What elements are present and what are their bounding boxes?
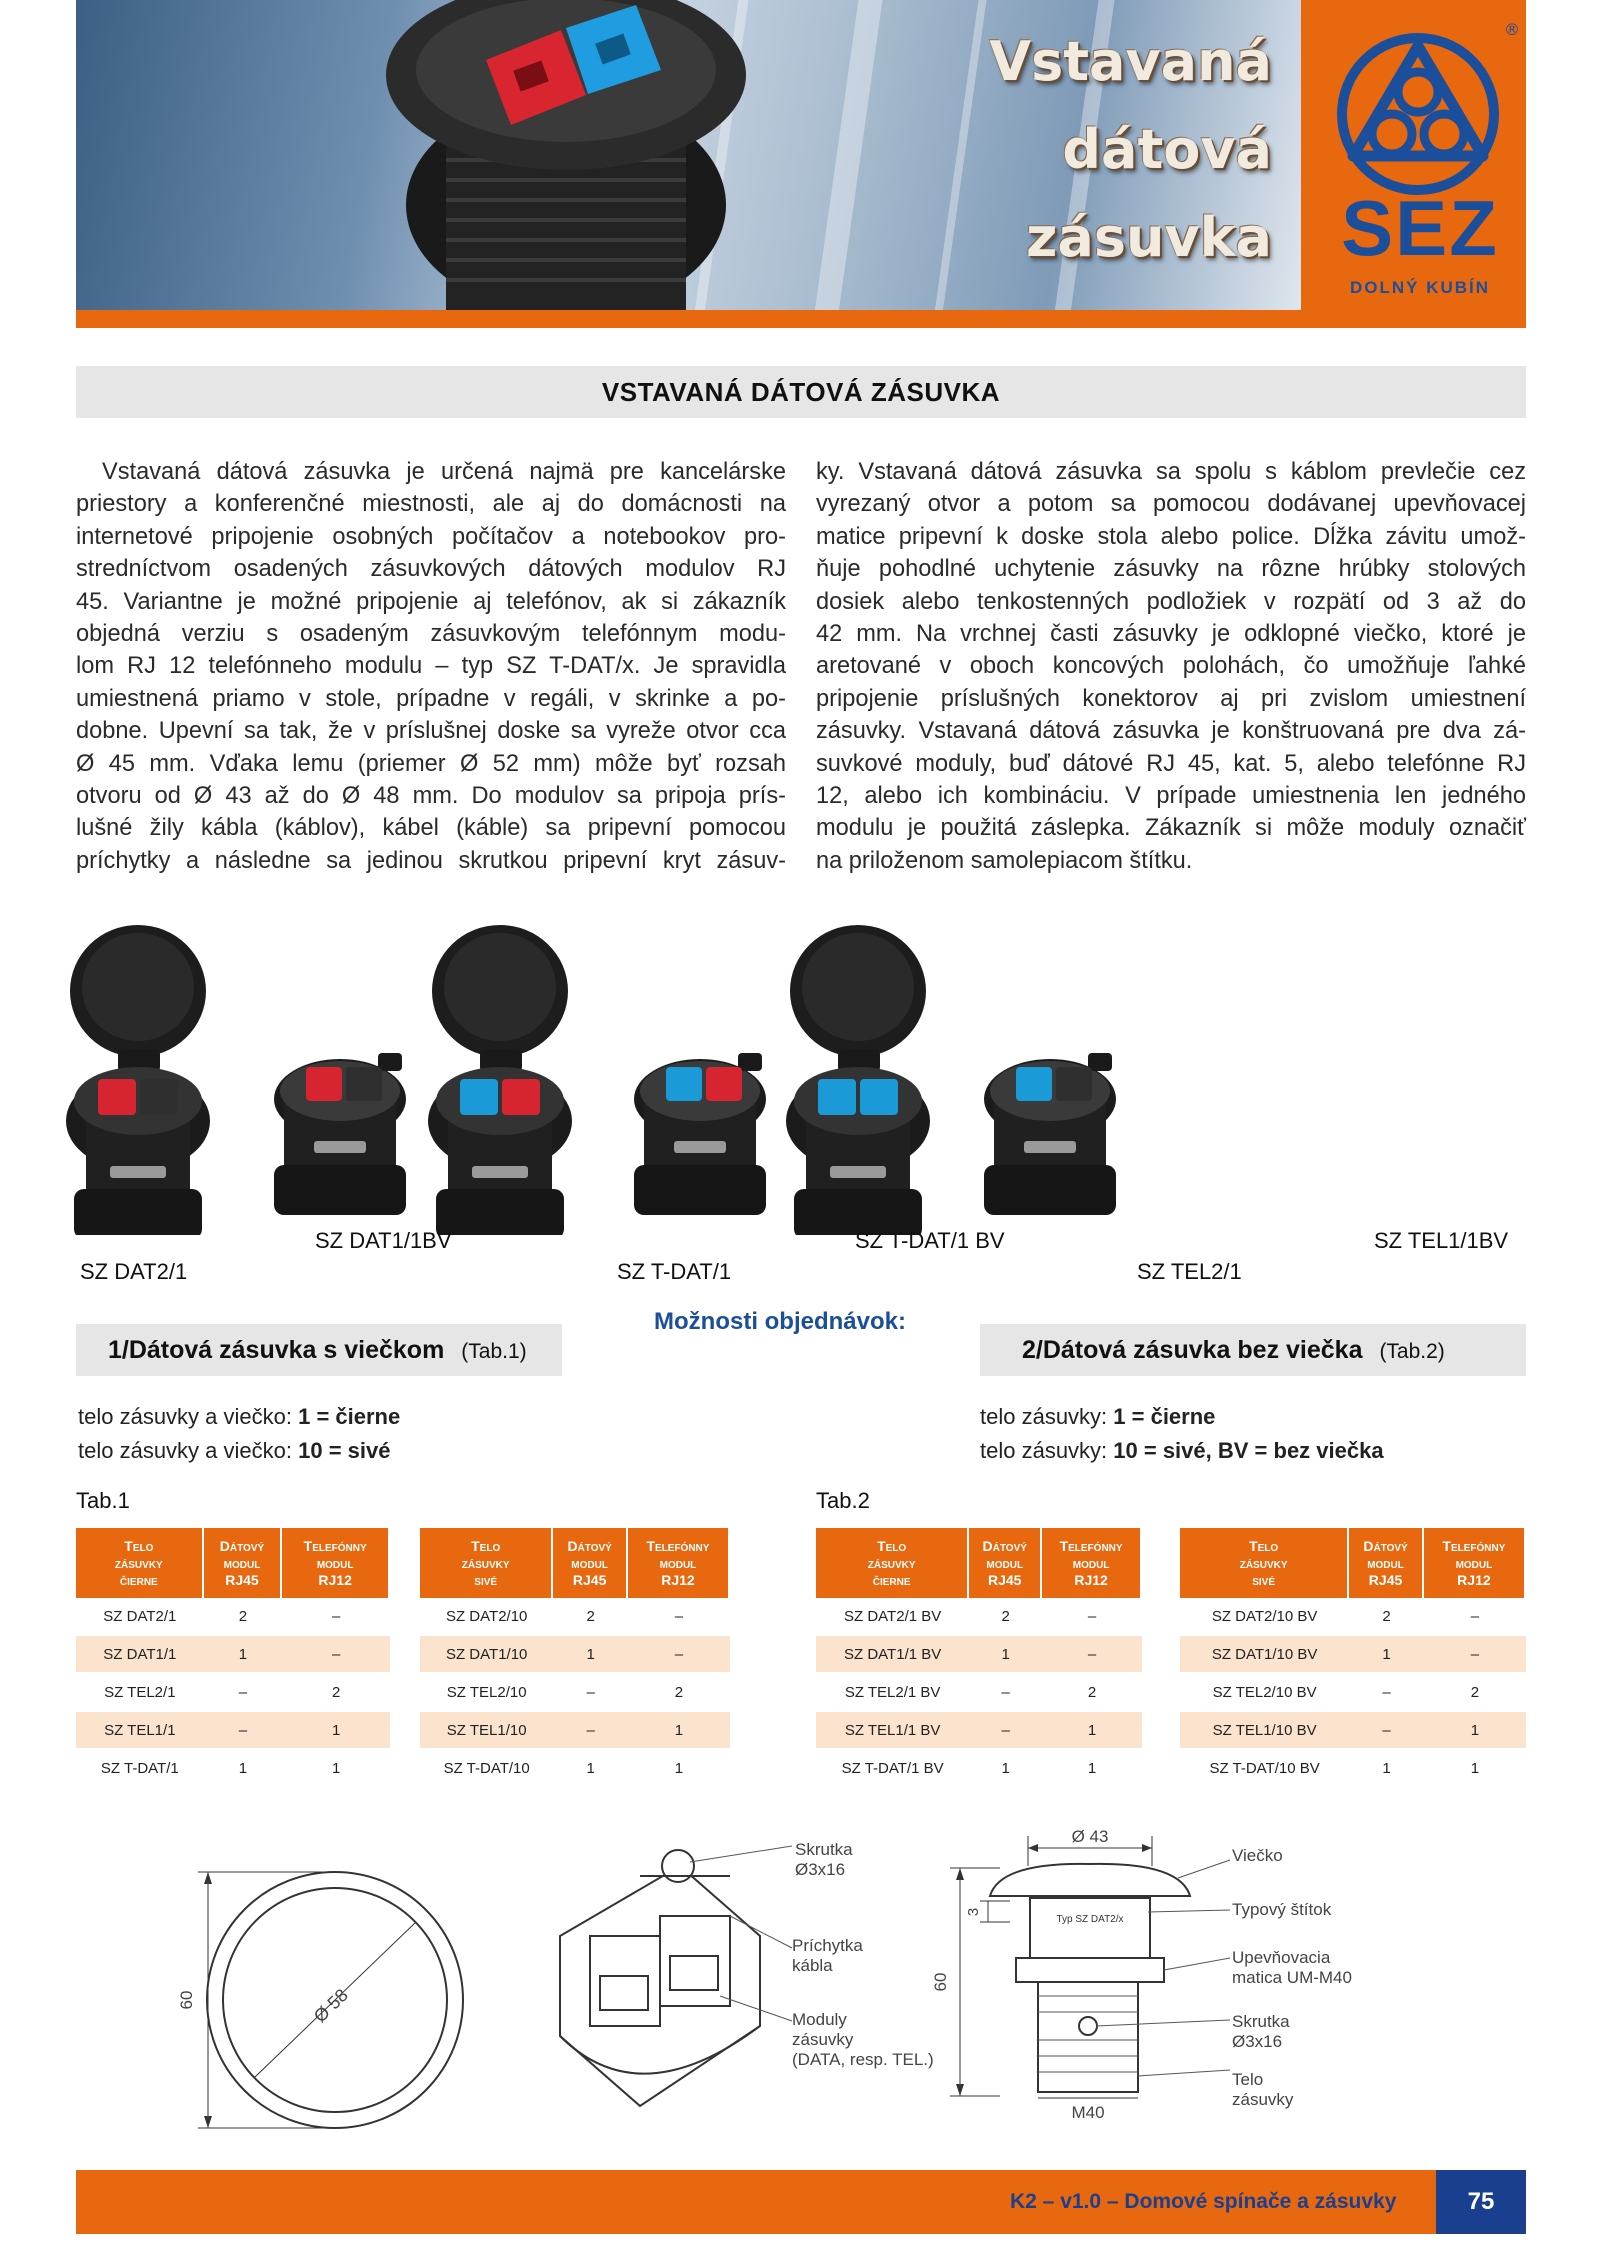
table-row [420, 1750, 730, 1788]
product-code-cell: SZ T-DAT/10 BV [1180, 1750, 1349, 1788]
options-title: Možnosti objednávok: [654, 1308, 906, 1335]
table-row [76, 1598, 390, 1636]
section-title: VSTAVANÁ DÁTOVÁ ZÁSUVKA [76, 366, 1526, 418]
table-row [76, 1712, 390, 1750]
table-row [1180, 1712, 1526, 1750]
text-line: 45. Variantne je možné pripojenie aj telefónov, ak si zákazník [76, 588, 786, 615]
module-count-cell: – [1042, 1636, 1142, 1674]
sez-logo [1318, 16, 1522, 306]
drawing-ring [170, 1850, 490, 2150]
product-photos [60, 905, 1540, 1235]
text-line: suvkové moduly, buď dátové RJ 45, kat. 5, alebo telefónne RJ [816, 750, 1526, 777]
table-row [76, 1636, 390, 1674]
text-line: ky. Vstavaná dátová zásuvka sa spolu s káblom prevlečie cez [816, 459, 1526, 485]
module-count-cell: 1 [1424, 1750, 1526, 1788]
module-count-cell: 2 [628, 1674, 730, 1712]
text-line: na priloženom samolepiacom štítku. [816, 847, 1193, 874]
option-box-without-lid [980, 1324, 1526, 1376]
option-line: telo zásuvky: 1 = čierne [980, 1404, 1216, 1429]
spec-table [816, 1528, 1142, 1788]
module-count-cell: 2 [282, 1674, 390, 1712]
product-image-sz-t-dat-1-bv [634, 1053, 766, 1215]
option-line: telo zásuvky a viečko: 1 = čierne [78, 1404, 401, 1429]
module-count-cell: 2 [1349, 1598, 1424, 1636]
drawing-assembly [530, 1826, 810, 2126]
logo-subtext: DOLNÝ KUBÍN [1349, 278, 1491, 297]
module-count-cell: – [553, 1712, 628, 1750]
table-header: Telefónny modul RJ12 [282, 1528, 390, 1598]
text-line: 12, alebo ich kombináciu. V prípade umiestnenia len jedného [816, 782, 1526, 809]
text-line: zásuvky. Vstavaná dátová zásuvka je konštruovaná pre dva zá- [816, 718, 1526, 745]
product-label-sz-t-dat-1: SZ T-DAT/1 [617, 1259, 732, 1284]
module-count-cell: 1 [1349, 1636, 1424, 1674]
table-header: Telo zásuvky sivé [420, 1528, 553, 1598]
module-count-cell: 1 [553, 1750, 628, 1788]
module-count-cell: – [969, 1674, 1042, 1712]
product-label-sz-dat1-1bv: SZ DAT1/1BV [315, 1228, 452, 1253]
text-line: aretované v oboch koncových polohách, čo umožňuje ľahké [816, 653, 1526, 680]
module-count-cell: 1 [204, 1750, 283, 1788]
product-code-cell: SZ TEL2/10 BV [1180, 1674, 1349, 1712]
product-code-cell: SZ TEL1/10 [420, 1712, 553, 1750]
table-row [816, 1712, 1142, 1750]
tab2-label: Tab.2 [816, 1488, 870, 1513]
module-count-cell: – [204, 1712, 283, 1750]
table-header: Dátový modul RJ45 [553, 1528, 628, 1598]
table-row [420, 1712, 730, 1750]
table-row [420, 1636, 730, 1674]
table-row [816, 1674, 1142, 1712]
option-box-without-lid-title: 2/Dátová zásuvka bez viečka [1022, 1336, 1363, 1364]
table-header: Dátový modul RJ45 [204, 1528, 283, 1598]
table-row [420, 1674, 730, 1712]
module-count-cell: – [969, 1712, 1042, 1750]
module-count-cell: – [628, 1636, 730, 1674]
option-box-with-lid-title: 1/Dátová zásuvka s viečkom [108, 1336, 445, 1364]
table-header: Telo zásuvky čierne [76, 1528, 204, 1598]
table-row [816, 1636, 1142, 1674]
dim-flange: 3 [965, 1907, 982, 1917]
product-code-cell: SZ TEL1/10 BV [1180, 1712, 1349, 1750]
label-nut: Upevňovacia matica UM-M40 [1232, 1948, 1352, 1987]
text-line: dosiek alebo tenkostenných podložiek v rozpätí od 3 až do [816, 588, 1526, 615]
spec-table [420, 1528, 730, 1788]
product-code-cell: SZ TEL2/1 [76, 1674, 204, 1712]
tab1-label: Tab.1 [76, 1488, 130, 1513]
text-line: ňuje pohodlné uchytenie zásuvky na rôzne hrúbky stolových [816, 556, 1526, 583]
footer-text: K2 – v1.0 – Domové spínače a zásuvky [1010, 2190, 1397, 2213]
module-count-cell: 1 [204, 1636, 283, 1674]
text-line: stredníctvom osadených zásuvkových dátových modulov RJ [76, 556, 786, 583]
text-line: pripojenie príslušných konektorov aj pri zvislom umiestnení [816, 685, 1526, 712]
module-count-cell: – [553, 1674, 628, 1712]
header-socket-image [336, 0, 796, 310]
sez-logo-icon [1318, 16, 1522, 196]
module-count-cell: 2 [204, 1598, 283, 1636]
product-code-cell: SZ DAT1/10 BV [1180, 1636, 1349, 1674]
module-count-cell: – [282, 1636, 390, 1674]
module-count-cell: – [1349, 1712, 1424, 1750]
text-line: príchytky a následne sa jedinou skrutkou pripevní kryt zásuv- [76, 847, 786, 874]
product-image-sz-dat1-1bv [274, 1053, 406, 1215]
product-code-cell: SZ TEL2/10 [420, 1674, 553, 1712]
module-count-cell: – [1349, 1674, 1424, 1712]
text-line: lom RJ 12 telefónneho modulu – typ SZ T-DAT/x. Je spravidla [76, 653, 786, 680]
drawing-side-view [920, 1826, 1250, 2126]
module-count-cell: 1 [1349, 1750, 1424, 1788]
product-code-cell: SZ DAT2/1 BV [816, 1598, 969, 1636]
label-screw: Skrutka Ø3x16 [795, 1840, 853, 1879]
option-line: telo zásuvky: 10 = sivé, BV = bez viečka [980, 1438, 1384, 1463]
label-cable-clip: Príchytka kábla [792, 1936, 863, 1975]
product-code-cell: SZ DAT2/10 BV [1180, 1598, 1349, 1636]
module-count-cell: – [282, 1598, 390, 1636]
module-count-cell: – [1424, 1636, 1526, 1674]
logo-text: SEZ [1341, 184, 1499, 272]
module-count-cell: 2 [969, 1598, 1042, 1636]
dim-height: 60 [931, 1972, 950, 1992]
table-header: Telo zásuvky čierne [816, 1528, 969, 1598]
text-line: priestory a konferenčné miestnosti, ale aj do domácnosti na [76, 491, 786, 518]
table-row [76, 1674, 390, 1712]
module-count-cell: – [1424, 1598, 1526, 1636]
module-count-cell: – [628, 1598, 730, 1636]
module-count-cell: 1 [282, 1750, 390, 1788]
table-row [816, 1750, 1142, 1788]
module-count-cell: 2 [1424, 1674, 1526, 1712]
text-line: Ø 45 mm. Vďaka lemu (priemer Ø 52 mm) môže byť rozsah [76, 750, 786, 777]
header-title [880, 22, 1280, 292]
table-row [420, 1598, 730, 1636]
text-line: dobne. Upevní sa tak, že v príslušnej doske sa vyreže otvor cca [76, 718, 786, 745]
product-code-cell: SZ T-DAT/1 BV [816, 1750, 969, 1788]
product-image-sz-t-dat-1 [428, 925, 572, 1235]
module-count-cell: – [1042, 1598, 1142, 1636]
registered-mark: ® [1504, 20, 1520, 39]
dim-height: 60 [177, 1990, 196, 2010]
module-count-cell: 1 [282, 1712, 390, 1750]
table-row [1180, 1750, 1526, 1788]
text-line: otvoru od Ø 43 až do Ø 48 mm. Do modulov sa pripoja prís- [76, 782, 786, 809]
product-code-cell: SZ TEL1/1 BV [816, 1712, 969, 1750]
option-line: telo zásuvky a viečko: 10 = sivé [78, 1438, 391, 1463]
table-row [1180, 1636, 1526, 1674]
product-code-cell: SZ DAT1/10 [420, 1636, 553, 1674]
plate-text: Typ SZ DAT2/x [1056, 1914, 1124, 1925]
text-line: objedná verziu s osadeným zásuvkovým telefónnym modu- [76, 620, 786, 647]
product-label-sz-tel1-1bv: SZ TEL1/1BV [1374, 1228, 1509, 1253]
product-image-sz-dat2-1 [66, 925, 210, 1235]
product-code-cell: SZ DAT1/1 [76, 1636, 204, 1674]
product-label-sz-t-dat-1-bv: SZ T-DAT/1 BV [855, 1228, 1005, 1253]
module-count-cell: 1 [628, 1712, 730, 1750]
option-box-without-lid-ref: (Tab.2) [1379, 1340, 1445, 1363]
product-code-cell: SZ T-DAT/1 [76, 1750, 204, 1788]
text-line: vyrezaný otvor a potom sa pomocou dodávanej upevňovacej [816, 491, 1526, 518]
module-count-cell: 1 [1042, 1712, 1142, 1750]
product-code-cell: SZ DAT2/1 [76, 1598, 204, 1636]
text-line: umiestnená priamo v stole, prípadne v regáli, v skrinke a po- [76, 685, 786, 712]
module-count-cell: 1 [553, 1636, 628, 1674]
header-title-line-2: dátová [1062, 118, 1272, 181]
header-title-line-1: Vstavaná [989, 30, 1272, 93]
product-label-sz-dat2-1: SZ DAT2/1 [80, 1259, 188, 1284]
product-code-cell: SZ T-DAT/10 [420, 1750, 553, 1788]
table-row [76, 1750, 390, 1788]
module-count-cell: 1 [969, 1750, 1042, 1788]
module-count-cell: 2 [553, 1598, 628, 1636]
text-line: matice pripevní k doske stola alebo police. Dĺžka závitu umož- [816, 523, 1526, 550]
body-text-left [76, 456, 786, 877]
spec-table [76, 1528, 390, 1788]
text-line: lušné žily kábla (káblov), kábel (káble) sa pripevní pomocou [76, 815, 786, 842]
product-code-cell: SZ DAT1/1 BV [816, 1636, 969, 1674]
text-line: Vstavaná dátová zásuvka je určená najmä pre kancelárske [102, 459, 786, 485]
dim-thread: M40 [1071, 2103, 1105, 2122]
table-row [816, 1598, 1142, 1636]
option-box-with-lid [76, 1324, 562, 1376]
product-image-sz-tel2-1 [786, 925, 930, 1235]
product-code-cell: SZ TEL1/1 [76, 1712, 204, 1750]
module-count-cell: 1 [1042, 1750, 1142, 1788]
dim-diameter: Ø 58 [309, 1984, 352, 2027]
product-label-sz-tel2-1: SZ TEL2/1 [1137, 1259, 1242, 1284]
table-header: Dátový modul RJ45 [969, 1528, 1042, 1598]
product-code-cell: SZ TEL2/1 BV [816, 1674, 969, 1712]
table-row [1180, 1674, 1526, 1712]
spec-table [1180, 1528, 1526, 1788]
product-code-cell: SZ DAT2/10 [420, 1598, 553, 1636]
table-header: Telo zásuvky sivé [1180, 1528, 1349, 1598]
label-modules: Moduly zásuvky (DATA, resp. TEL.) [792, 2010, 934, 2069]
table-row [1180, 1598, 1526, 1636]
page-number: 75 [1436, 2170, 1526, 2234]
header-title-line-3: zásuvka [1025, 206, 1272, 269]
option-box-with-lid-ref: (Tab.1) [461, 1340, 527, 1363]
dim-top-diameter: Ø 43 [1071, 1827, 1109, 1846]
module-count-cell: 1 [969, 1636, 1042, 1674]
table-header: Dátový modul RJ45 [1349, 1528, 1424, 1598]
module-count-cell: 2 [1042, 1674, 1142, 1712]
table-header: Telefónny modul RJ12 [1424, 1528, 1526, 1598]
body-text-right [816, 456, 1526, 877]
product-image-sz-tel1-1bv [984, 1053, 1116, 1215]
text-line: modulu je použitá záslepka. Zákazník si môže moduly označiť [816, 815, 1526, 842]
module-count-cell: 1 [1424, 1712, 1526, 1750]
module-count-cell: 1 [628, 1750, 730, 1788]
label-body: Telo zásuvky [1232, 2070, 1294, 2109]
text-line: 42 mm. Na vrchnej časti zásuvky je odklopné viečko, ktoré je [816, 620, 1526, 647]
label-type-plate: Typový štítok [1232, 1900, 1332, 1919]
label-screw-2: Skrutka Ø3x16 [1232, 2012, 1290, 2051]
table-header: Telefónny modul RJ12 [628, 1528, 730, 1598]
text-line: internetové pripojenie osobných počítačov a notebookov pro- [76, 523, 786, 550]
module-count-cell: – [204, 1674, 283, 1712]
label-lid: Viečko [1232, 1846, 1283, 1865]
table-header: Telefónny modul RJ12 [1042, 1528, 1142, 1598]
